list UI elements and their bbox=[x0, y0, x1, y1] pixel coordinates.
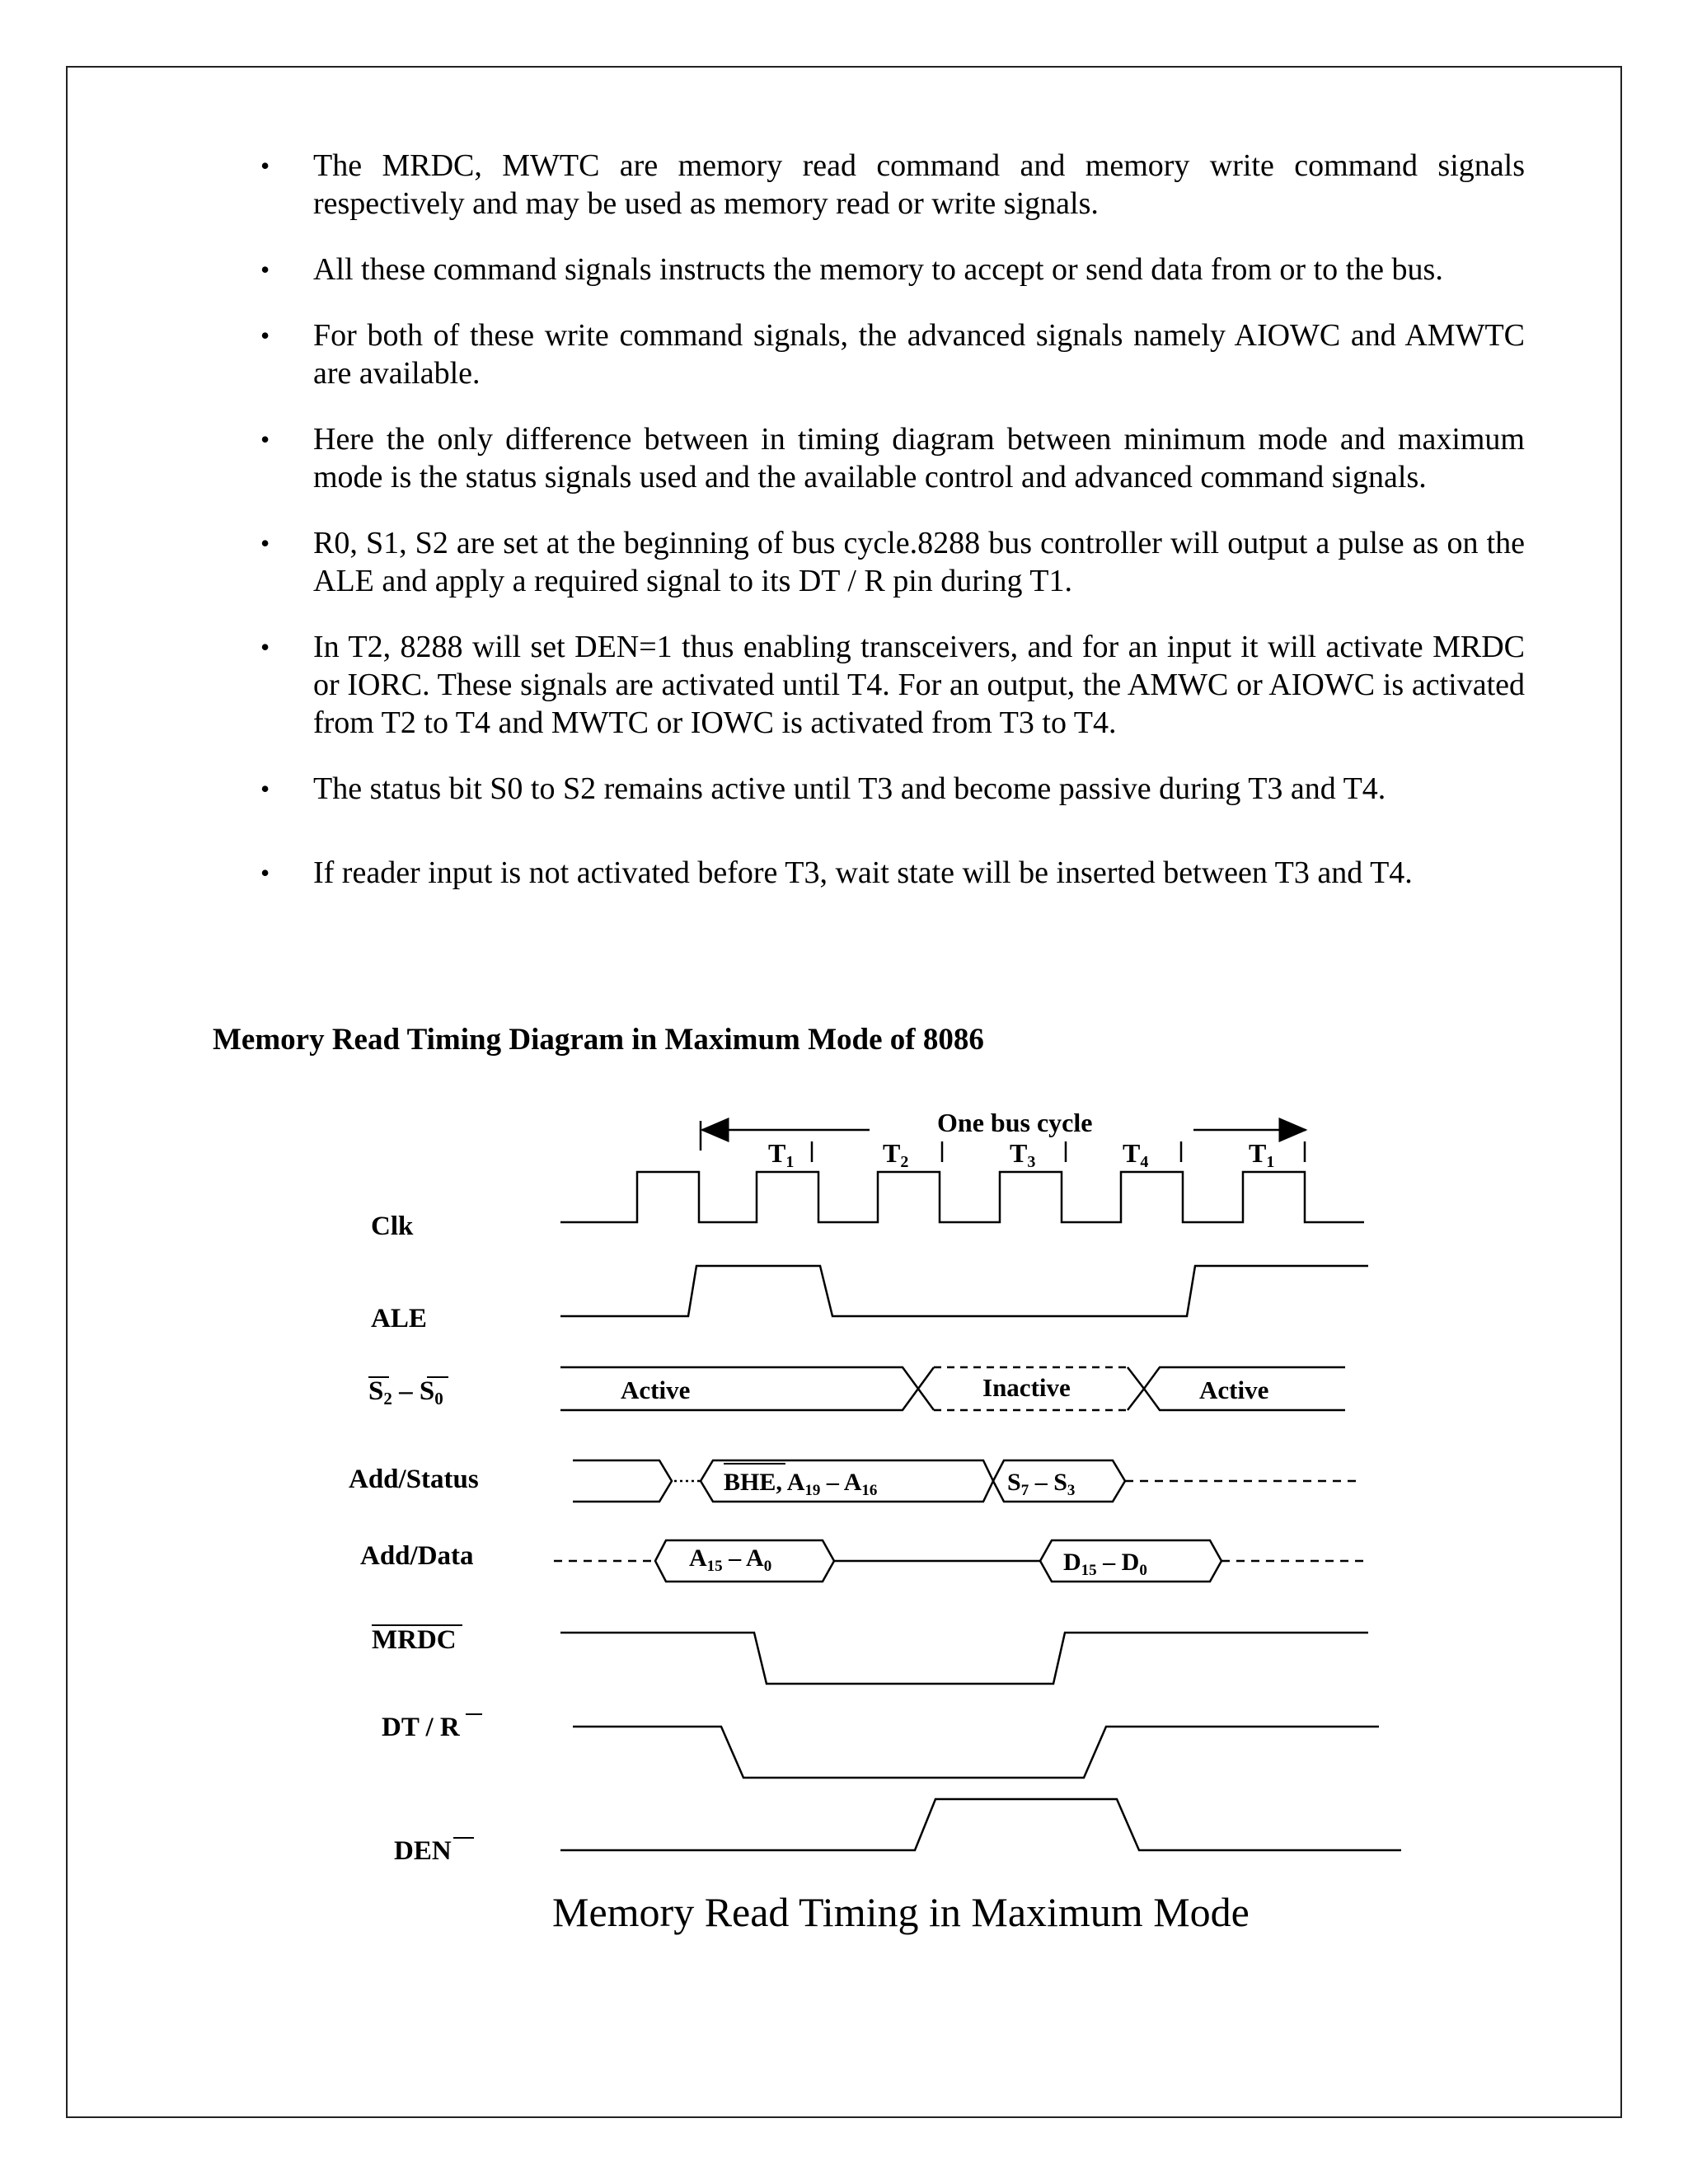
signal-label-mrdc: MRDC bbox=[372, 1625, 457, 1655]
bullet-dot-icon: • bbox=[260, 424, 270, 454]
bullet-dot-icon: • bbox=[260, 528, 270, 558]
add-status-bus-pre bbox=[573, 1460, 672, 1502]
bullet-text: If reader input is not activated before T3, wait state will be inserted between T3 and T4. bbox=[313, 855, 1413, 890]
a15-a0-value: $A_{15} - A_0$ bbox=[689, 1544, 772, 1575]
bullet-text: In T2, 8288 will set DEN=1 thus enabling transceivers, and for an input it will activate MRDC or IORC. These signals are activated until T4. For an output, the AMWC or AIOWC is activated from T2 to T4 and MWTC or IOWC is activated from T3 to T4. bbox=[313, 630, 1525, 740]
status-active-bus-1 bbox=[560, 1367, 934, 1410]
state-t2: T2 bbox=[883, 1138, 909, 1171]
status-active-value: Active bbox=[1199, 1376, 1269, 1404]
state-t3: T3 bbox=[1010, 1138, 1036, 1171]
mrdc-waveform bbox=[560, 1633, 1368, 1684]
bullet-text: The MRDC, MWTC are memory read command and memory write command signals respectively and may be used as memory read or write signals. bbox=[313, 148, 1525, 221]
signal-label-ale: ALE bbox=[371, 1304, 427, 1333]
bullet-dot-icon: • bbox=[260, 255, 270, 284]
status-active-value: Active bbox=[621, 1376, 691, 1404]
bullet-text: All these command signals instructs the memory to accept or send data from or to the bus. bbox=[313, 252, 1443, 287]
clk-waveform bbox=[560, 1172, 1364, 1222]
signal-label-dtr: DT / R bbox=[382, 1713, 460, 1742]
signal-label-add-data: Add/Data bbox=[360, 1541, 474, 1571]
bullet-text: The status bit S0 to S2 remains active until T3 and become passive during T3 and T4. bbox=[313, 771, 1386, 806]
bullet-text: For both of these write command signals, the advanced signals namely AIOWC and AMWTC are available. bbox=[313, 318, 1525, 391]
den-waveform bbox=[560, 1799, 1401, 1850]
signal-label-clk: Clk bbox=[371, 1212, 414, 1241]
bullet-dot-icon: • bbox=[260, 774, 270, 804]
bullet-dot-icon: • bbox=[260, 151, 270, 180]
dtr-waveform bbox=[573, 1727, 1379, 1778]
signal-label-status: S2 – S0 bbox=[368, 1376, 443, 1408]
status-inactive-value: Inactive bbox=[982, 1373, 1071, 1402]
bullet-text: Here the only difference between in timing diagram between minimum mode and maximum mode is the status signals used and the available control and advanced command signals. bbox=[313, 422, 1525, 494]
bullet-dot-icon: • bbox=[260, 632, 270, 662]
state-t1: T1 bbox=[768, 1138, 795, 1171]
state-t1-next: T1 bbox=[1249, 1138, 1275, 1171]
d15-d0-value: $D_{15} - D_0$ bbox=[1063, 1549, 1147, 1579]
state-t4: T4 bbox=[1123, 1138, 1149, 1171]
signal-label-den: DEN bbox=[394, 1836, 452, 1866]
bhe-address-value: BHE, $A_{19} - A_{16}$ bbox=[724, 1469, 878, 1499]
bus-cycle-label: One bus cycle bbox=[937, 1108, 1093, 1137]
diagram-caption: Memory Read Timing in Maximum Mode bbox=[552, 1889, 1250, 1935]
section-title: Memory Read Timing Diagram in Maximum Mode of 8086 bbox=[213, 1023, 984, 1057]
s7-s3-value: $S_7 - S_3$ bbox=[1007, 1469, 1076, 1499]
bullet-text: R0, S1, S2 are set at the beginning of bus cycle.8288 bus controller will output a pulse as on the ALE and apply a required signal to its DT / R pin during T1. bbox=[313, 526, 1525, 598]
bullet-dot-icon: • bbox=[260, 858, 270, 888]
signal-label-add-status: Add/Status bbox=[349, 1465, 479, 1494]
ale-waveform bbox=[560, 1266, 1368, 1316]
bullet-dot-icon: • bbox=[260, 321, 270, 350]
